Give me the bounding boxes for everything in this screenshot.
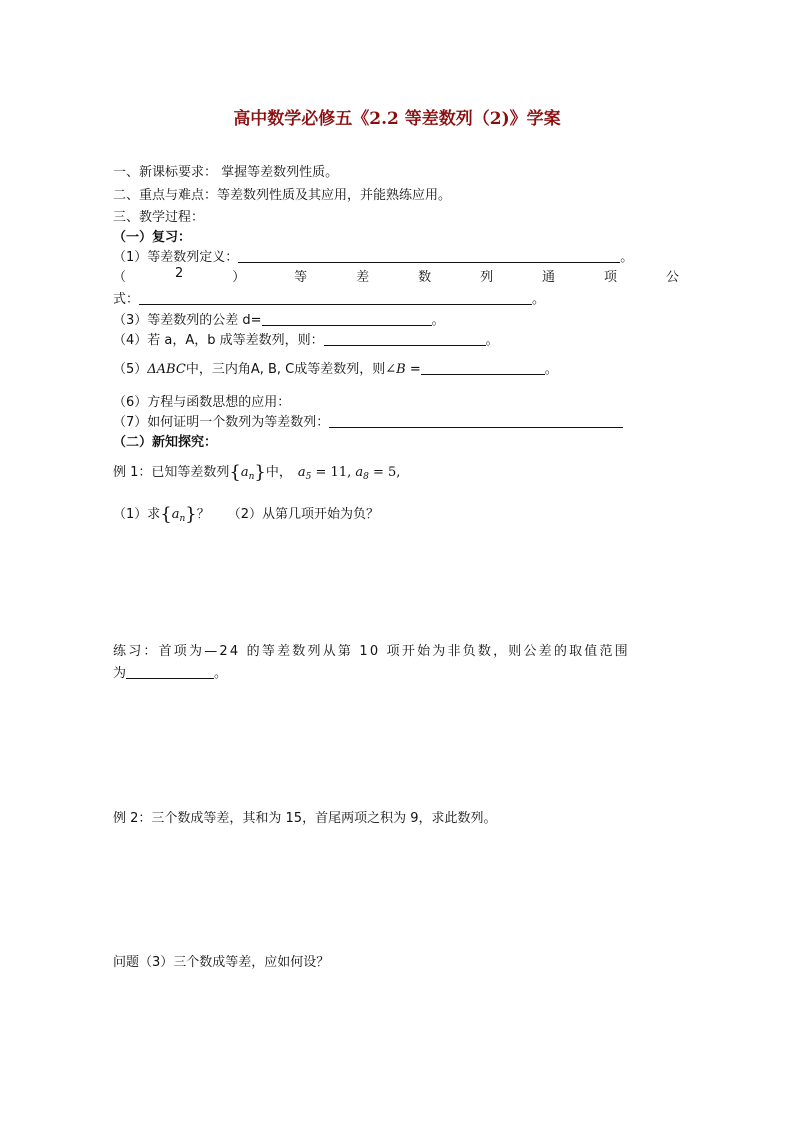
q2-char: 项: [604, 270, 618, 285]
practice-line-2: [113, 662, 227, 681]
example-1-zhong: 中，: [265, 465, 292, 480]
a8: a: [355, 465, 364, 480]
right-brace: }: [185, 504, 197, 525]
q2-char: 2: [174, 266, 184, 281]
page-title: 高中数学必修五《2.2 等差数列（2)》学案: [233, 109, 561, 129]
question-1-end: 。: [620, 250, 634, 265]
example-2: 例 2：三个数成等差，其和为 15，首尾两项之积为 9，求此数列。: [113, 811, 497, 826]
q2-char: 数: [418, 270, 432, 285]
example-1-prefix: 例 1：已知等差数列: [113, 465, 230, 480]
question-3-end: 。: [431, 313, 445, 328]
section-key-points: 二、重点与难点：等差数列性质及其应用，并能熟练应用。: [113, 188, 452, 203]
question-2-line2: [113, 288, 545, 307]
left-brace: {: [160, 504, 172, 525]
question-4-end: 。: [485, 333, 499, 348]
example-1: [113, 461, 400, 483]
seq-n: n: [179, 514, 186, 524]
question-1-label: （1）等差数列定义：: [113, 250, 239, 265]
practice-prefix: 为: [113, 666, 127, 681]
sub-8: 8: [363, 472, 369, 482]
q2-char: 等: [294, 270, 308, 285]
answer-blank-4[interactable]: [324, 332, 486, 346]
question-5-rest: 成等差数列，则: [294, 362, 386, 377]
part-2: （2）从第几项开始为负？: [227, 507, 380, 522]
answer-blank-3[interactable]: [262, 312, 432, 326]
question-5-eq: =: [405, 362, 421, 377]
section-process: 三、教学过程：: [113, 210, 205, 225]
part-1-prefix: （1）求: [113, 507, 161, 522]
question-5-num: （5）: [113, 362, 148, 377]
question-2-cont: 式：: [113, 292, 140, 307]
seq-a: a: [171, 507, 180, 522]
question-7-label: （7）如何证明一个数列为等差数列：: [113, 415, 330, 430]
answer-blank-5[interactable]: [421, 361, 545, 375]
triangle-abc: ΔABC: [147, 362, 186, 377]
seq-n: n: [248, 472, 255, 482]
a5: a: [297, 465, 306, 480]
q2-char: 差: [356, 270, 370, 285]
new-knowledge-heading: （二）新知探究：: [113, 435, 218, 450]
q2-char: 列: [480, 270, 494, 285]
answer-blank-7[interactable]: [329, 414, 623, 428]
angle-b: ∠B: [385, 362, 406, 377]
question-2-line1: [113, 266, 679, 285]
question-3: [113, 309, 445, 328]
question-5-end: 。: [544, 362, 558, 377]
a8-value: = 5,: [368, 465, 401, 480]
right-brace: }: [254, 462, 266, 483]
q2-char: （: [113, 270, 127, 285]
practice-line-1: 练习：首项为—24 的等差数列从第 10 项开始为非负数，则公差的取值范围: [113, 644, 630, 659]
question-6: （6）方程与函数思想的应用：: [113, 395, 291, 410]
sub-5: 5: [305, 472, 312, 482]
question-5: [113, 358, 558, 377]
q2-char: ）: [232, 270, 246, 285]
review-heading: （一）复习：: [113, 230, 192, 245]
question-4: [113, 329, 499, 348]
answer-blank-practice[interactable]: [126, 665, 214, 679]
part-1-question: ？: [196, 507, 210, 522]
q2-char: 通: [542, 270, 556, 285]
practice-end: 。: [214, 666, 228, 681]
example-1-parts: [113, 503, 379, 525]
answer-blank-1[interactable]: [238, 249, 620, 263]
question-5-angles: A, B, C: [250, 362, 295, 377]
question-7: [113, 411, 623, 430]
q2-char: 公: [665, 270, 679, 285]
question-5-zhong: 中，三内角: [185, 362, 251, 377]
answer-blank-2[interactable]: [139, 291, 532, 305]
a5-value: = 11,: [311, 465, 356, 480]
question-2-end: 。: [532, 292, 546, 307]
question-1: [113, 246, 633, 265]
left-brace: {: [229, 462, 241, 483]
problem-3: 问题（3）三个数成等差，应如何设？: [113, 955, 330, 970]
question-3-label: （3）等差数列的公差 d=: [113, 313, 262, 328]
section-requirements: 一、新课标要求： 掌握等差数列性质。: [113, 165, 339, 180]
question-4-label: （4）若 a，A，b 成等差数列，则：: [113, 333, 324, 348]
seq-a: a: [240, 465, 249, 480]
